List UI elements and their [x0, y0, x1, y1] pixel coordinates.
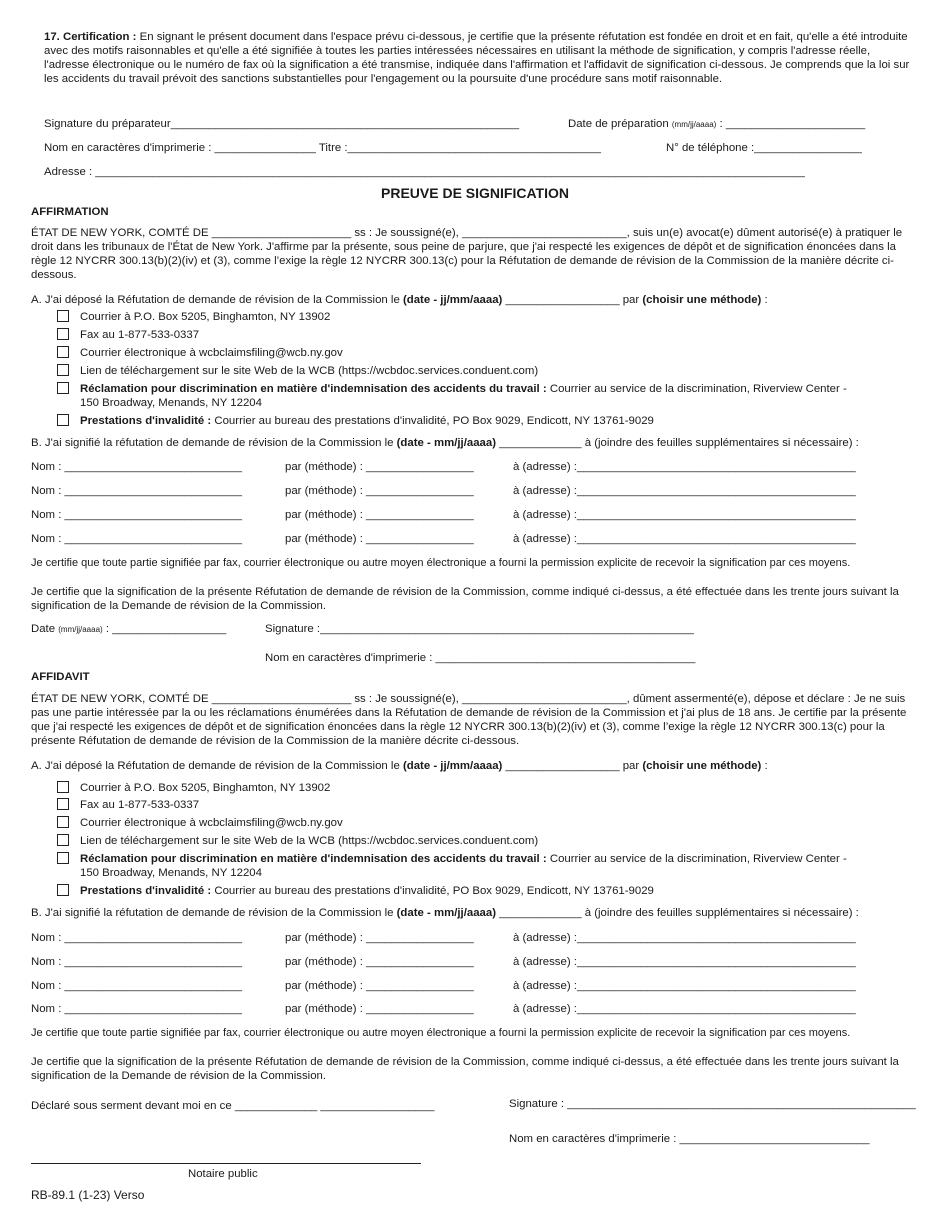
preparation-date-label: Date de préparation: [568, 118, 669, 130]
affirmation-heading: AFFIRMATION: [31, 206, 109, 218]
affidavit-row-method[interactable]: par (méthode) : _________________: [285, 980, 474, 992]
preparation-date-line: : ______________________: [719, 118, 866, 130]
affirmation-print-name-field[interactable]: Nom en caractères d'imprimerie : _________________________________________: [265, 652, 696, 664]
affirmation-row-name[interactable]: Nom : ____________________________: [31, 533, 242, 545]
affirmation-timeliness: Je certifie que la signification de la présente Réfutation de demande de révision de la Commission, comme indiqué ci-dessus, a été effectuée dans les trente jours suivant la signification de la Demande de révision de la Commission.: [31, 586, 899, 612]
certification-text: En signant le présent document dans l'espace prévu ci-dessous, je certifie que la présente réfutation est fondée en droit et en fait, qu'elle a été introduite avec des motifs raisonnables et qu'elle a été signifiée à toutes les parties intéressées nécessaires en utilisant la méthode de signification, y compris l'adresse réelle, l'adresse électronique ou le numéro de fax où la signification a été transmise, indiquée dans l'affirmation et l'affidavit de signification ci-dessous. Je comprends que la loi sur les accidents du travail prévoit des sanctions substantielles pour l'engagement ou la poursuite d'une procédure sans motif raisonnable.: [44, 31, 910, 85]
affidavit-method-checkbox-email[interactable]: [57, 816, 69, 828]
affirmation-row-method[interactable]: par (méthode) : _________________: [285, 485, 474, 497]
affirmation-row-address[interactable]: à (adresse) :____________________________________________: [513, 461, 856, 473]
discrimination-address: Courrier au service de la discrimination, Riverview Center -: [549, 383, 847, 395]
affirmation-statement: ÉTAT DE NEW YORK, COMTÉ DE ______________________ ss : Je soussigné(e), __________________________, suis un(e) avocat(e) dûment autorisé(e) à pratiquer le droit dans les tribunaux de l'État de New York. J'affirme par la présente, sous peine de parjure, que j'ai respecté les exigences de dépôt et de signification énoncées dans la règle 12 NYCRR 300.13(b)(2)(iv) et (3), comme l’exige la règle 12 NYCRR 300.13(c) pour la Réfutation de demande de révision de la Commission de la manière décrite ci-dessous.: [31, 227, 903, 281]
affirmation-signature-field[interactable]: Signature :___________________________________________________________: [265, 623, 694, 635]
affirmation-row-method[interactable]: par (méthode) : _________________: [285, 461, 474, 473]
affirmation-method-upload: Lien de téléchargement sur le site Web de la WCB (https://wcbdoc.services.conduent.com): [80, 365, 539, 377]
affirmation-filed-date-label: (date - jj/mm/aaaa): [402, 294, 503, 306]
affirmation-row-name[interactable]: Nom : ____________________________: [31, 509, 242, 521]
affidavit-row-name[interactable]: Nom : ____________________________: [31, 932, 242, 944]
preparation-date-format: (mm/jj/aaaa): [671, 120, 717, 129]
affirmation-method-discrimination-line2: 150 Broadway, Menands, NY 12204: [80, 397, 262, 409]
affirmation-row-method[interactable]: par (méthode) : _________________: [285, 533, 474, 545]
affidavit-method-checkbox-mail[interactable]: [57, 781, 69, 793]
affirmation-served-text: B. J'ai signifié la réfutation de demande de révision de la Commission le: [31, 437, 394, 449]
affidavit-method-discrimination: [80, 852, 847, 866]
affidavit-row-method[interactable]: par (méthode) : _________________: [285, 932, 474, 944]
affirmation-filed-line: [31, 293, 768, 307]
affidavit-method-upload: Lien de téléchargement sur le site Web de la WCB (https://wcbdoc.services.conduent.com): [80, 835, 539, 847]
affidavit-row-method[interactable]: par (méthode) : _________________: [285, 1003, 474, 1015]
notary-signature-line[interactable]: [31, 1163, 421, 1164]
sworn-before-me-field[interactable]: Déclaré sous serment devant moi en ce _____________ __________________: [31, 1100, 435, 1112]
affidavit-row-address[interactable]: à (adresse) :____________________________________________: [513, 932, 856, 944]
proof-of-service-title: PREUVE DE SIGNIFICATION: [381, 185, 569, 201]
affidavit-electronic-consent: Je certifie que toute partie signifiée par fax, courrier électronique ou autre moyen électronique a fourni la permission explicite de recevoir la signification par ces moyens.: [31, 1027, 851, 1039]
affidavit-method-checkbox-disability[interactable]: [57, 884, 69, 896]
affidavit-method-fax: Fax au 1-877-533-0337: [80, 799, 200, 811]
affidavit-method-checkbox-upload[interactable]: [57, 834, 69, 846]
affirmation-method-email: Courrier électronique à wcbclaimsfiling@wcb.ny.gov: [80, 347, 343, 359]
affidavit-row-address[interactable]: à (adresse) :____________________________________________: [513, 956, 856, 968]
affirmation-date-label: Date: [31, 623, 56, 635]
affidavit-method-mail: Courrier à P.O. Box 5205, Binghamton, NY 13902: [80, 782, 331, 794]
affidavit-served-date-field[interactable]: _____________ à (joindre des feuilles supplémentaires si nécessaire) :: [499, 907, 859, 919]
affirmation-row-address[interactable]: à (adresse) :____________________________________________: [513, 533, 856, 545]
disability-address: Courrier au bureau des prestations d'invalidité, PO Box 9029, Endicott, NY 13761-9029: [214, 415, 654, 427]
affidavit-filed-text: A. J'ai déposé la Réfutation de demande de révision de la Commission le: [31, 760, 400, 772]
affirmation-method-disability: [80, 414, 654, 428]
affirmation-row-name[interactable]: Nom : ____________________________: [31, 485, 242, 497]
affidavit-method-disability: [80, 884, 654, 898]
affidavit-method-discrimination-line2: 150 Broadway, Menands, NY 12204: [80, 867, 262, 879]
affirmation-filed-text: A. J'ai déposé la Réfutation de demande de révision de la Commission le: [31, 294, 400, 306]
affidavit-row-name[interactable]: Nom : ____________________________: [31, 956, 242, 968]
preparer-phone-field[interactable]: N° de téléphone :_________________: [666, 142, 862, 154]
affirmation-electronic-consent: Je certifie que toute partie signifiée par fax, courrier électronique ou autre moyen électronique a fourni la permission explicite de recevoir la signification par ces moyens.: [31, 557, 851, 569]
affidavit-row-address[interactable]: à (adresse) :____________________________________________: [513, 1003, 856, 1015]
disability-label: Prestations d'invalidité :: [80, 415, 212, 427]
affidavit-row-method[interactable]: par (méthode) : _________________: [285, 956, 474, 968]
colon: :: [764, 760, 768, 772]
notary-public-label: Notaire public: [188, 1168, 258, 1180]
affidavit-filed-line: [31, 759, 768, 773]
affidavit-heading: AFFIDAVIT: [31, 671, 90, 683]
affirmation-method-fax: Fax au 1-877-533-0337: [80, 329, 200, 341]
preparer-signature-field[interactable]: Signature du préparateur_______________________________________________________: [44, 118, 520, 130]
affirmation-row-method[interactable]: par (méthode) : _________________: [285, 509, 474, 521]
affidavit-filed-date-field[interactable]: __________________ par: [505, 760, 640, 772]
preparation-date-field[interactable]: [568, 117, 865, 132]
colon: :: [764, 294, 768, 306]
affidavit-row-name[interactable]: Nom : ____________________________: [31, 1003, 242, 1015]
affidavit-served-text: B. J'ai signifié la réfutation de demande de révision de la Commission le: [31, 907, 394, 919]
affirmation-method-checkbox-discrimination[interactable]: [57, 382, 69, 394]
affirmation-date-line: : __________________: [105, 623, 227, 635]
discrimination-label: Réclamation pour discrimination en matière d'indemnisation des accidents du travail :: [80, 853, 547, 865]
discrimination-address: Courrier au service de la discrimination, Riverview Center -: [549, 853, 847, 865]
affidavit-signature-field[interactable]: Signature : _______________________________________________________: [509, 1098, 916, 1110]
affirmation-served-line: [31, 436, 859, 450]
certification-label: 17. Certification :: [44, 31, 137, 43]
affidavit-row-address[interactable]: à (adresse) :____________________________________________: [513, 980, 856, 992]
affidavit-method-checkbox-discrimination[interactable]: [57, 852, 69, 864]
affidavit-timeliness: Je certifie que la signification de la présente Réfutation de demande de révision de la Commission, comme indiqué ci-dessus, a été effectuée dans les trente jours suivant la signification de la Demande de révision de la Commission.: [31, 1056, 899, 1082]
form-id: RB-89.1 (1-23) Verso: [31, 1188, 145, 1202]
discrimination-label: Réclamation pour discrimination en matière d'indemnisation des accidents du travail :: [80, 383, 547, 395]
affidavit-method-label: (choisir une méthode): [642, 760, 762, 772]
affirmation-date-format: (mm/jj/aaaa): [58, 625, 103, 634]
disability-address: Courrier au bureau des prestations d'invalidité, PO Box 9029, Endicott, NY 13761-9029: [214, 885, 654, 897]
affirmation-row-address[interactable]: à (adresse) :____________________________________________: [513, 509, 856, 521]
affirmation-method-label: (choisir une méthode): [642, 294, 762, 306]
affirmation-row-address[interactable]: à (adresse) :____________________________________________: [513, 485, 856, 497]
disability-label: Prestations d'invalidité :: [80, 885, 212, 897]
affidavit-filed-date-label: (date - jj/mm/aaaa): [402, 760, 503, 772]
affidavit-method-checkbox-fax[interactable]: [57, 798, 69, 810]
affirmation-method-checkbox-fax[interactable]: [57, 328, 69, 340]
affirmation-method-checkbox-mail[interactable]: [57, 310, 69, 322]
affirmation-row-name[interactable]: Nom : ____________________________: [31, 461, 242, 473]
affidavit-row-name[interactable]: Nom : ____________________________: [31, 980, 242, 992]
affirmation-method-checkbox-upload[interactable]: [57, 364, 69, 376]
affidavit-method-email: Courrier électronique à wcbclaimsfiling@wcb.ny.gov: [80, 817, 343, 829]
affidavit-print-name-field[interactable]: Nom en caractères d'imprimerie : ______________________________: [509, 1133, 870, 1145]
preparer-name-title-field[interactable]: Nom en caractères d'imprimerie : ________________ Titre :________________________________________: [44, 142, 601, 154]
affidavit-served-date-label: (date - mm/jj/aaaa): [396, 907, 496, 919]
affirmation-method-checkbox-disability[interactable]: [57, 414, 69, 426]
affirmation-date-field[interactable]: [31, 622, 226, 637]
affirmation-method-mail: Courrier à P.O. Box 5205, Binghamton, NY 13902: [80, 311, 331, 323]
affirmation-served-date-field[interactable]: _____________ à (joindre des feuilles supplémentaires si nécessaire) :: [499, 437, 859, 449]
affirmation-served-date-label: (date - mm/jj/aaaa): [396, 437, 496, 449]
affirmation-method-checkbox-email[interactable]: [57, 346, 69, 358]
affirmation-method-discrimination: [80, 382, 847, 396]
affidavit-served-line: [31, 906, 859, 920]
affidavit-statement: ÉTAT DE NEW YORK, COMTÉ DE ______________________ ss : Je soussigné(e), __________________________, dûment assermenté(e), dépose et déclare : Je ne suis pas une partie intéressée par la ou les réclamations énumérées dans la Réfutation de demande de révision de la Commission et j'ai plus de 18 ans. Je certifie par la présente que j'ai respecté les exigences de dépôt et de signification énoncées dans la règle 12 NYCRR 300.13(b)(2)(iv) et (3), comme l’exige la règle 12 NYCRR 300.13(c) pour la présente Réfutation de demande de révision de la Commission de la manière décrite ci-dessous.: [31, 693, 907, 747]
affirmation-filed-date-field[interactable]: __________________ par: [505, 294, 640, 306]
preparer-address-field[interactable]: Adresse : ________________________________________________________________________________________________________________: [44, 166, 805, 178]
certification-paragraph: [44, 30, 912, 86]
